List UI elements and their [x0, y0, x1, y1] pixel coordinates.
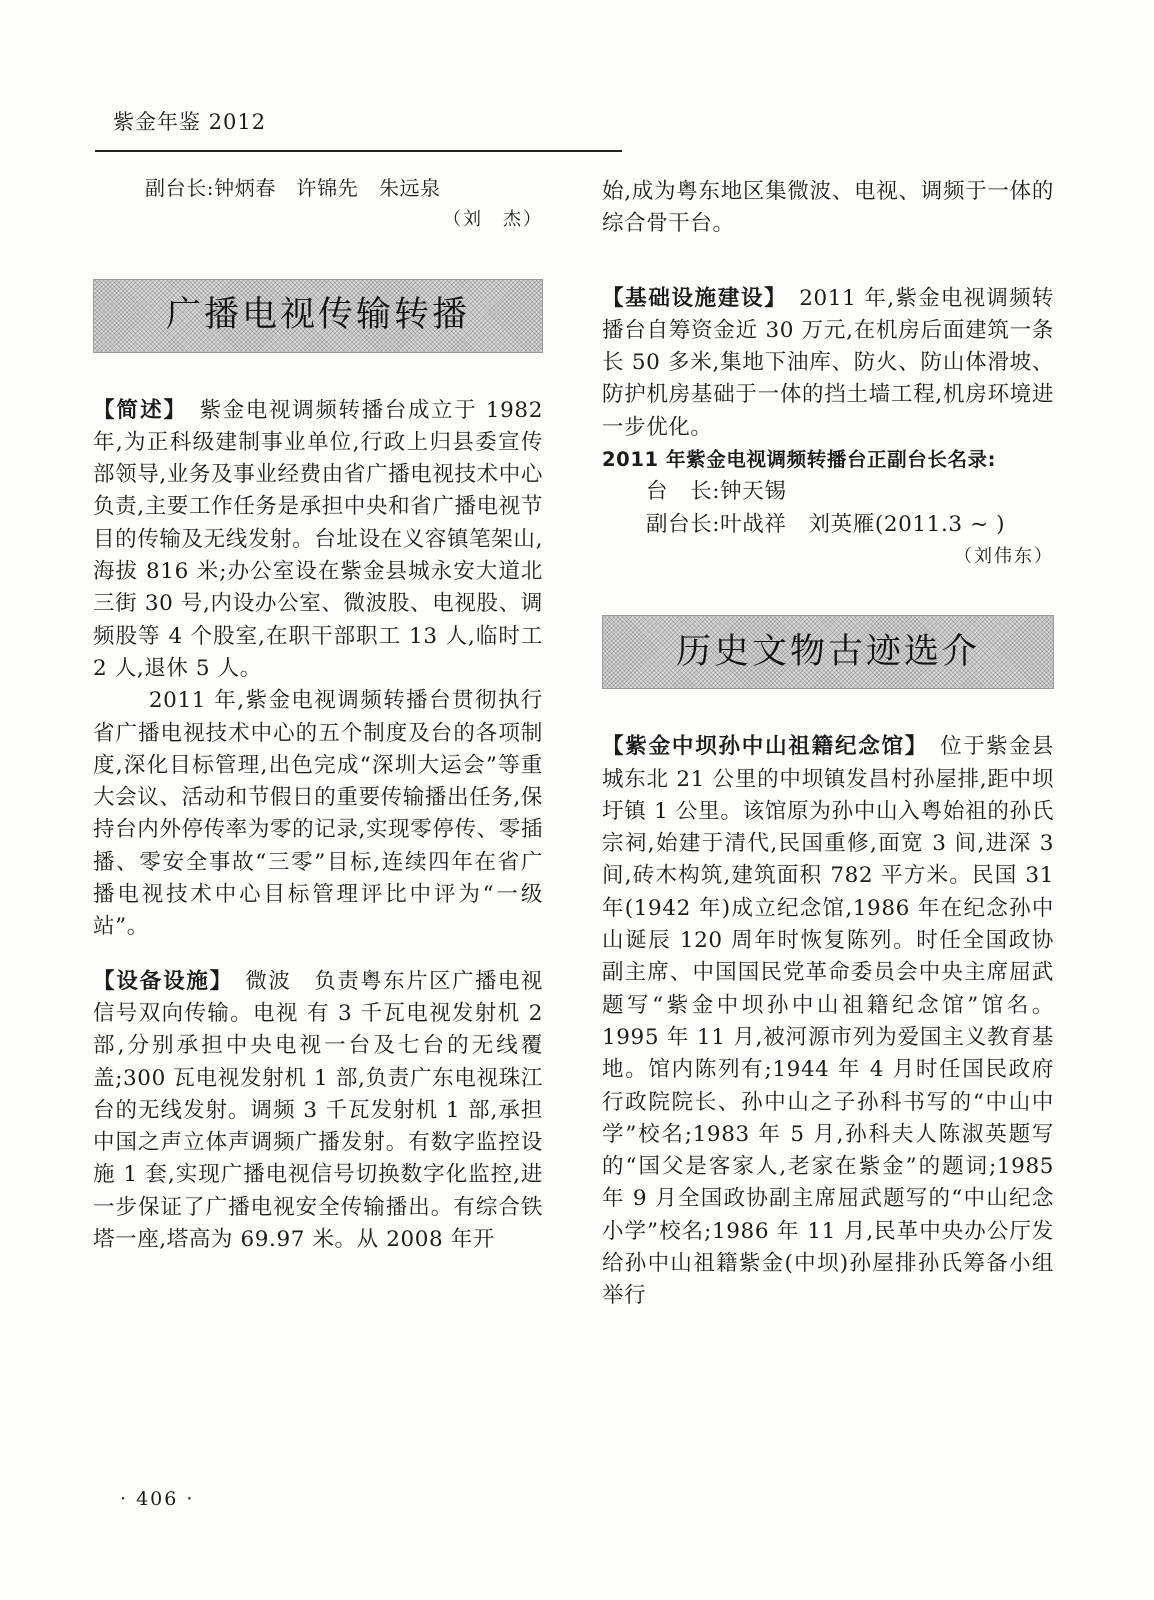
author-credit-2: （刘伟东）: [954, 545, 1054, 567]
infrastructure-lead: 【基础设施建设】: [602, 285, 777, 311]
page-number: · 406 ·: [120, 1488, 195, 1510]
equipment-paragraph: [93, 966, 543, 1257]
deputy-directors-line: 副台长:钟炳春 许锦先 朱远泉: [145, 176, 441, 200]
equipment-lead: 【设备设施】: [93, 968, 223, 994]
summary-paragraph: [93, 395, 543, 686]
right-column: [602, 176, 1054, 1313]
summary-text: 紫金电视调频转播台成立于 1982 年,为正科级建制事业单位,行政上归县委宣传部领导,业务及事业经费由省广播电视技术中心负责,主要工作任务是承担中央和省广播电视节目的传输及无线发射。台址设在义容镇笔架山,海拔 816 米;办公室设在紫金县城永安大道北三街 30 号,内设办公室、微波股、电视股、调频股等 4 个股室,在职干部职工 13 人,临时工 2 人,退休 5 人。: [93, 397, 543, 681]
memorial-paragraph: [602, 731, 1054, 1312]
infrastructure-paragraph: [602, 283, 1054, 444]
summary-lead: 【简述】: [93, 397, 177, 423]
continuation-paragraph: 始,成为粤东地区集微波、电视、调频于一体的综合骨干台。: [602, 179, 1054, 237]
author-credit: （刘 杰）: [443, 209, 543, 231]
running-header: 紫金年鉴 2012: [113, 110, 267, 134]
annual-work-paragraph: 2011 年,紫金电视调频转播台贯彻执行省广播电视技术中心的五个制度及台的各项制度,深化目标管理,出色完成“深圳大运会”等重大会议、活动和节假日的重要传输播出任务,保持台内外停传率为零的记录,实现零停传、零插播、零安全事故“三零”目标,连续四年在省广播电视技术中心目标管理评比中评为“一级站”。: [93, 688, 543, 940]
deputy-line: 副台长:叶战祥 刘英雁(2011.3 ~ ): [646, 511, 1006, 537]
director-line: 台 长:钟天锡: [646, 479, 787, 505]
header-rule: [95, 150, 622, 152]
infrastructure-text: 2011 年,紫金电视调频转播台自筹资金近 30 万元,在机房后面建筑一条长 50 多米,集地下油库、防火、防山体滑坡、防护机房基础于一体的挡土墙工程,机房环境进一步优化。: [602, 285, 1054, 440]
memorial-lead: 【紫金中坝孙中山祖籍纪念馆】: [602, 734, 918, 760]
memorial-text: 位于紫金县城东北 21 公里的中坝镇发昌村孙屋排,距中坝圩镇 1 公里。该馆原为孙中山入粤始祖的孙氏宗祠,始建于清代,民国重修,面宽 3 间,进深 3 间,砖木构筑,建筑面积 782 平方米。民国 31 年(1942 年)成立纪念馆,1986 年在纪念孙中山诞辰 120 周年时恢复陈列。时任全国政协副主席、中国国民党革命委员会中央主席屈武题写“紫金中坝孙中山祖籍纪念馆”馆名。1995 年 11 月,被河源市列为爱国主义教育基地。馆内陈列有;1944 年 4 月时任国民政府行政院院长、孙中山之子孙科书写的“中山中学”校名;1983 年 5 月,孙科夫人陈淑英题写的“国父是客家人,老家在紫金”的题词;1985 年 9 月全国政协副主席屈武题写的“中山纪念小学”校名;1986 年 11 月,民革中央办公厅发给孙中山祖籍紫金(中坝)孙屋排孙氏筹备小组举行: [602, 734, 1054, 1309]
section-title-broadcast: 广播电视传输转播: [93, 279, 543, 353]
equipment-text: 微波 负责粤东片区广播电视信号双向传输。电视 有 3 千瓦电视发射机 2 部,分别承担中央电视一台及七台的无线覆盖;300 瓦电视发射机 1 部,负责广东电视珠江台的无线发射。调频 3 千瓦发射机 1 部,承担中国之声立体声调频广播发射。有数字监控设施 1 套,实现广播电视信号切换数字化监控,进一步保证了广播电视安全传输播出。有综合铁塔一座,塔高为 69.97 米。从 2008 年开: [93, 968, 543, 1253]
roster-title: 2011 年紫金电视调频转播台正副台长名录:: [602, 448, 997, 472]
section-title-heritage: 历史文物古迹选介: [602, 615, 1054, 689]
left-column: [93, 172, 543, 1256]
